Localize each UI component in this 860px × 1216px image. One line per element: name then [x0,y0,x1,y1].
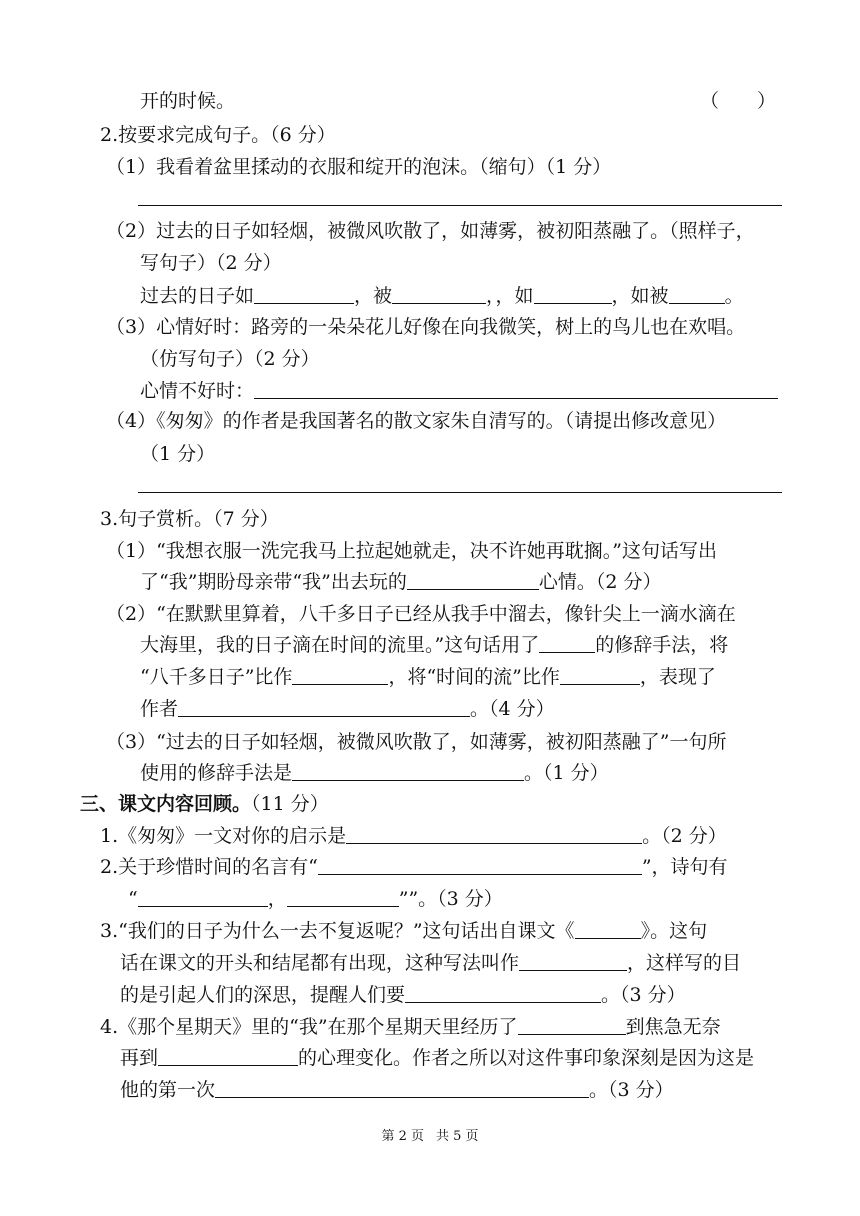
blank[interactable] [534,283,612,304]
q2-sentence-3-fill [140,378,778,404]
fill-text: ，这样写的目 [627,952,742,974]
s3-item-4a [100,1014,721,1040]
blank[interactable] [158,1045,298,1066]
blank[interactable] [292,760,524,781]
blank[interactable] [519,950,627,971]
s3-item-3c [120,982,686,1008]
section-3-heading [80,791,329,817]
fill-text: 3.“我们的日子为什么一去不复返呢？”这句话出自课文《 [100,920,575,942]
fill-text: 使用的修辞手法是 [140,762,293,784]
fill-text: 。（2 分） [642,825,727,847]
s3-item-1 [100,823,727,849]
fill-text: ，表现了 [639,666,716,688]
q2-sentence-1: （1）我看着盆里揉动的衣服和绽开的泡沫。（缩句）（1 分） [106,156,612,178]
fill-text: ，如被 [611,285,669,307]
q1-answer-paren: （ ） [700,90,777,112]
blank[interactable] [287,886,399,907]
fill-text: 再到 [120,1047,159,1069]
fill-text: 》。这句 [640,920,708,942]
fill-text: 4.《那个星期天》里的“我”在那个星期天里经历了 [100,1016,518,1038]
fill-text: ，，如 [486,285,534,307]
fill-text: 了“我”期盼母亲带“我”出去玩的 [140,571,407,593]
fill-text: 的心理变化。作者之所以对这件事印象深刻是因为这是 [298,1047,755,1069]
fill-text: 到焦急无奈 [625,1016,721,1038]
fill-text: ，将“时间的流”比作 [388,666,560,688]
q3-item-1b [140,569,662,595]
fill-text: 1.《匆匆》一文对你的启示是 [100,825,347,847]
s3-item-3a [100,918,707,944]
blank[interactable] [575,918,641,939]
fill-text: 他的第一次 [120,1079,216,1101]
blank[interactable] [346,823,642,844]
fill-text: 。（3 分） [601,984,686,1006]
q2-sentence-2a: （2）过去的日子如轻烟，被微风吹散了，如薄雾，被初阳蒸融了。（照样子， [106,220,755,242]
fill-text: 。（3 分） [589,1079,674,1101]
fill-text: 的是引起人们的深思，提醒人们要 [120,984,406,1006]
q3-item-2b [140,632,728,658]
fill-text: 心情。（2 分） [538,571,662,593]
fill-text: 。 [724,285,744,307]
fill-text: 作者 [140,698,179,720]
fill-text: ，被 [354,285,393,307]
fill-text: 的修辞手法，将 [595,634,729,656]
q2-sentence-4a: （4）《匆匆》的作者是我国著名的散文家朱自清写的。（请提出修改意见） [106,410,727,432]
blank[interactable] [392,283,486,304]
s3-item-2b [128,886,503,912]
q2-sentence-4b: （1 分） [140,443,216,465]
fill-text: “八千多日子”比作 [140,666,293,688]
fill-text: “ [128,888,138,910]
fill-text: 话在课文的开头和结尾都有出现，这种写法叫作 [120,952,520,974]
q3-item-2c [140,664,716,690]
blank[interactable] [518,1014,626,1035]
blank[interactable] [405,982,601,1003]
s3-item-4c [120,1077,674,1103]
blank[interactable] [669,283,725,304]
page-footer [0,1128,860,1146]
blank[interactable] [254,378,778,399]
page-number: 第 2 页 [381,1129,424,1144]
q2-sentence-2b: 写句子）（2 分） [140,252,282,274]
s3-item-4b [120,1045,754,1071]
fill-text: 过去的日子如 [140,285,255,307]
fill-text: 2.关于珍惜时间的名言有“ [100,856,318,878]
q3-item-2a: （2）“在默默里算着，八千多日子已经从我手中溜去，像针尖上一滴水滴在 [106,603,736,625]
blank[interactable] [138,886,268,907]
blank[interactable] [560,664,640,685]
blank[interactable] [178,696,470,717]
blank[interactable] [318,854,642,875]
page-total: 共 5 页 [436,1129,479,1144]
q3-item-3a: （3）“过去的日子如轻烟，被微风吹散了，如薄雾，被初阳蒸融了”一句所 [106,731,727,753]
fill-text: 。（1 分） [524,762,609,784]
blank[interactable] [539,632,595,653]
blank[interactable] [215,1077,589,1098]
q1-tail-text: 开的时候。 [140,90,236,112]
q3-item-2d [140,696,555,722]
fill-text: 大海里，我的日子滴在时间的流里。”这句话用了 [140,634,540,656]
q3-title: 3.句子赏析。（7 分） [100,508,279,530]
q2-sentence-3a: （3）心情好时：路旁的一朵朵花儿好像在向我微笑，树上的鸟儿也在欢唱。 [106,316,746,338]
q2-sentence-2-fill [140,283,744,309]
blank[interactable] [292,664,388,685]
q2-answer-line-4[interactable] [138,492,782,493]
fill-text: ”，诗句有 [641,856,728,878]
fill-text: ””。（3 分） [398,888,503,910]
fill-text: 。（4 分） [470,698,555,720]
q2-title: 2.按要求完成句子。（6 分） [100,124,336,146]
section-3-score: （11 分） [251,793,329,815]
q2-sentence-3b: （仿写句子）（2 分） [140,348,320,370]
blank[interactable] [407,569,539,590]
s3-item-3b [120,950,741,976]
fill-text: ， [267,888,287,910]
q2-answer-line-1[interactable] [138,205,782,206]
q3-item-3b [140,760,609,786]
s3-item-2a [100,854,728,880]
blank[interactable] [254,283,354,304]
fill-text: 心情不好时： [140,380,255,402]
section-3-title: 三、课文内容回顾。 [80,793,252,815]
q3-item-1a: （1）“我想衣服一洗完我马上拉起她就走，决不许她再耽搁。”这句话写出 [106,540,718,562]
